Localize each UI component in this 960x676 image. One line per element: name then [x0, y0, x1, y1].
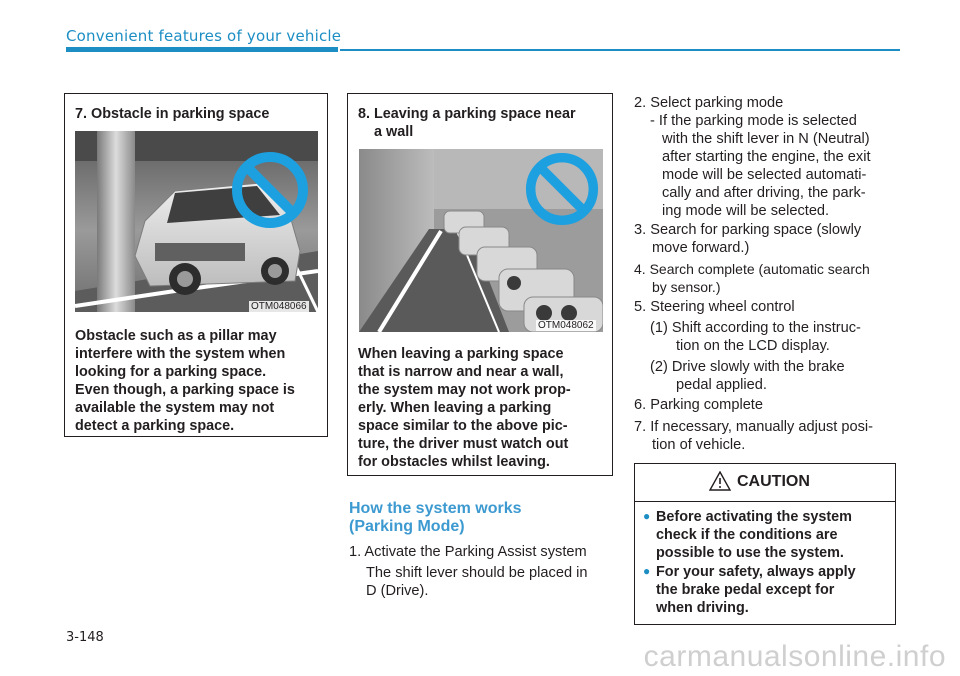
- image-code: OTM048062: [538, 320, 594, 331]
- caution-item-2: For your safety, always apply the brake pedal except for when driving.: [656, 564, 856, 616]
- page-number: 3-148: [66, 630, 104, 645]
- box2-title: 8. Leaving a parking space near a wall: [358, 106, 576, 140]
- step-1: 1. Activate the Parking Assist system: [349, 544, 587, 560]
- step-2: 2. Select parking mode: [634, 95, 784, 111]
- header-accent-bar: [66, 47, 338, 52]
- step-4: 4. Search complete (automatic search by sensor.): [634, 261, 870, 295]
- box1-body: Obstacle such as a pillar may interfere with the system when looking for a parking space. Even though, a parking space is available the system may not detect a parking space.: [75, 328, 295, 434]
- step-5-2: (2) Drive slowly with the brake pedal applied.: [650, 359, 845, 393]
- step-7: 7. If necessary, manually adjust posi- tion of vehicle.: [634, 419, 874, 453]
- bullet-icon: ●: [643, 509, 651, 523]
- box2-body: When leaving a parking space that is narrow and near a wall, the system may not work prop- erly. When leaving a parking space similar to the above pic- ture, the driver must watch out for obstacles whilst leaving.: [358, 346, 571, 470]
- step-5-1: (1) Shift according to the instruc- tion on the LCD display.: [650, 320, 861, 354]
- image-code: OTM048066: [251, 301, 307, 312]
- prohibition-icon: [231, 151, 309, 234]
- chapter-title: Convenient features of your vehicle: [66, 27, 342, 45]
- step-5: 5. Steering wheel control: [634, 299, 795, 315]
- prohibition-icon: [525, 152, 599, 231]
- step-3: 3. Search for parking space (slowly move forward.): [634, 222, 862, 256]
- leaving-wall-info-box: [347, 93, 613, 476]
- section-title: How the system works (Parking Mode): [349, 500, 522, 535]
- step-2-detail: - If the parking mode is selected with the shift lever in N (Neutral) after starting the engine, the exit mode will be selected automati- cally and after driving, the park- ing mode will be selected.: [650, 113, 871, 219]
- obstacle-info-box: [64, 93, 328, 437]
- step-1-detail: The shift lever should be placed in D (Drive).: [366, 565, 588, 599]
- caution-item-1: Before activating the system check if the conditions are possible to use the system.: [656, 509, 852, 561]
- caution-header: [635, 464, 895, 501]
- bullet-icon: ●: [643, 564, 651, 578]
- caution-box: [634, 463, 896, 625]
- box1-title: 7. Obstacle in parking space: [75, 106, 270, 122]
- header-rule: [340, 49, 900, 51]
- step-6: 6. Parking complete: [634, 397, 763, 413]
- warning-triangle-icon: [709, 471, 731, 496]
- caution-divider: [635, 501, 895, 502]
- caution-title: CAUTION: [737, 473, 810, 490]
- watermark: carmanualsonline.info: [643, 640, 946, 673]
